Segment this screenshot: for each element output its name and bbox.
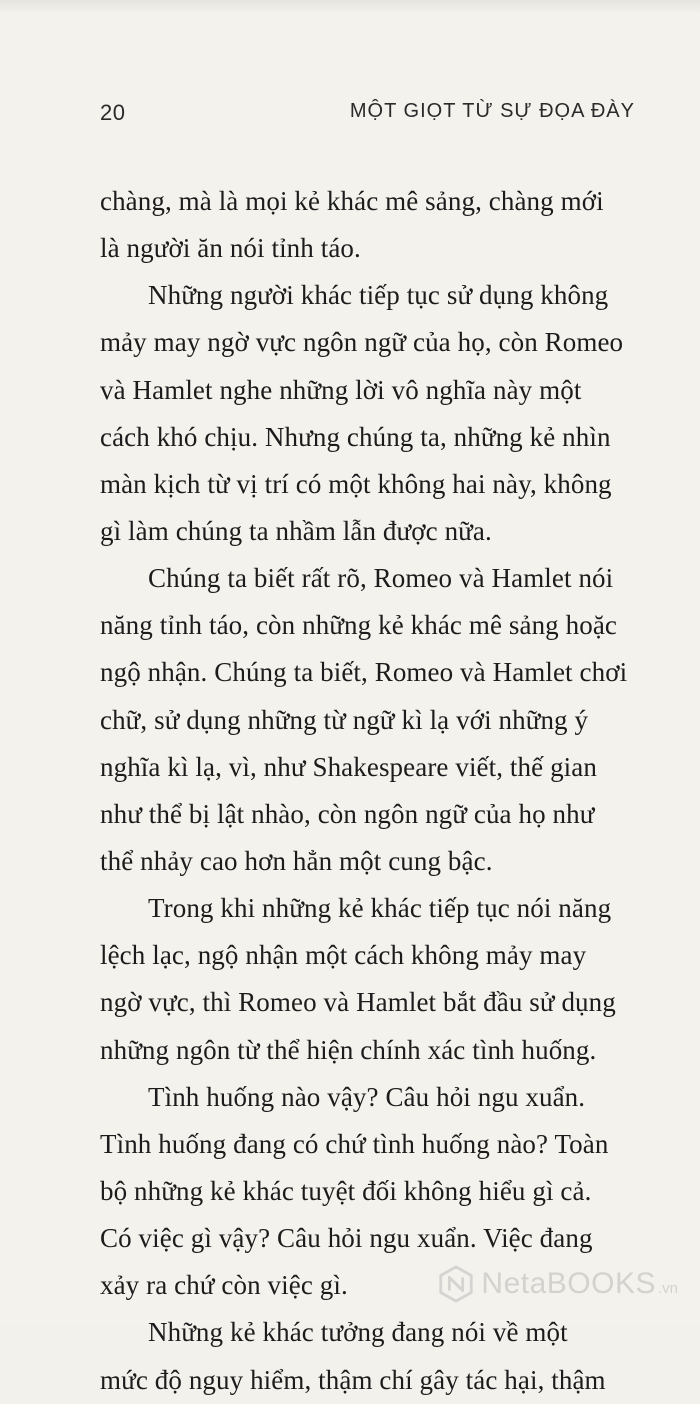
text-line: Trong khi những kẻ khác tiếp tục nói năng — [148, 893, 612, 924]
text-line: mức độ nguy hiểm, thậm chí gây tác hại, thậm — [100, 1364, 606, 1395]
watermark-suffix: .vn — [657, 1280, 678, 1297]
text-line: lệch lạc, ngộ nhận một cách không mảy may — [100, 940, 587, 971]
text-line: chàng, mà là mọi kẻ khác mê sảng, chàng mới — [100, 186, 604, 216]
running-title: MỘT GIỌT TỪ SỰ ĐỌA ĐÀY — [349, 100, 635, 122]
text-line: cách khó chịu. Nhưng chúng ta, những kẻ nhìn — [100, 421, 611, 452]
text-line: là người ăn nói tỉnh táo. — [100, 233, 361, 264]
text-line: và Hamlet nghe những lời vô nghĩa này một — [100, 374, 582, 405]
text-line: những ngôn từ thể hiện chính xác tình huống. — [100, 1034, 597, 1065]
text-line: Chúng ta biết rất rõ, Romeo và Hamlet nói — [148, 563, 614, 594]
text-line: thể nhảy cao hơn hẳn một cung bậc. — [100, 845, 493, 876]
text-line: ngộ nhận. Chúng ta biết, Romeo và Hamlet chơi — [100, 657, 628, 688]
text-line: chữ, sử dụng những từ ngữ kì lạ với những ý — [100, 704, 589, 735]
page-top-shadow — [0, 0, 700, 14]
body-text — [100, 178, 645, 1404]
text-line: gì làm chúng ta nhầm lẫn được nữa. — [100, 515, 492, 546]
text-line: Tình huống đang có chứ tình huống nào? Toàn — [100, 1128, 609, 1159]
watermark — [437, 1265, 678, 1303]
netabooks-logo-icon — [437, 1265, 475, 1303]
text-line: Những kẻ khác tưởng đang nói về một — [148, 1317, 568, 1348]
text-line: ngờ vực, thì Romeo và Hamlet bắt đầu sử dụng — [100, 987, 616, 1018]
text-line: như thể bị lật nhào, còn ngôn ngữ của họ như — [100, 798, 595, 829]
text-line: Những người khác tiếp tục sử dụng không — [148, 280, 609, 311]
text-line: Có việc gì vậy? Câu hỏi ngu xuẩn. Việc đang — [100, 1223, 593, 1254]
text-line: năng tỉnh táo, còn những kẻ khác mê sảng hoặc — [100, 610, 617, 641]
watermark-text: NetaBOOKS — [481, 1267, 656, 1300]
text-line: màn kịch từ vị trí có một không hai này, không — [100, 468, 612, 499]
text-line: Tình huống nào vậy? Câu hỏi ngu xuẩn. — [148, 1081, 586, 1112]
page-number: 20 — [100, 100, 126, 125]
text-line: xảy ra chứ còn việc gì. — [100, 1270, 348, 1301]
text-line: bộ những kẻ khác tuyệt đối không hiểu gì cả. — [100, 1175, 592, 1206]
text-line: mảy may ngờ vực ngôn ngữ của họ, còn Romeo — [100, 327, 624, 358]
text-line: nghĩa kì lạ, vì, như Shakespeare viết, thế gian — [100, 751, 597, 782]
